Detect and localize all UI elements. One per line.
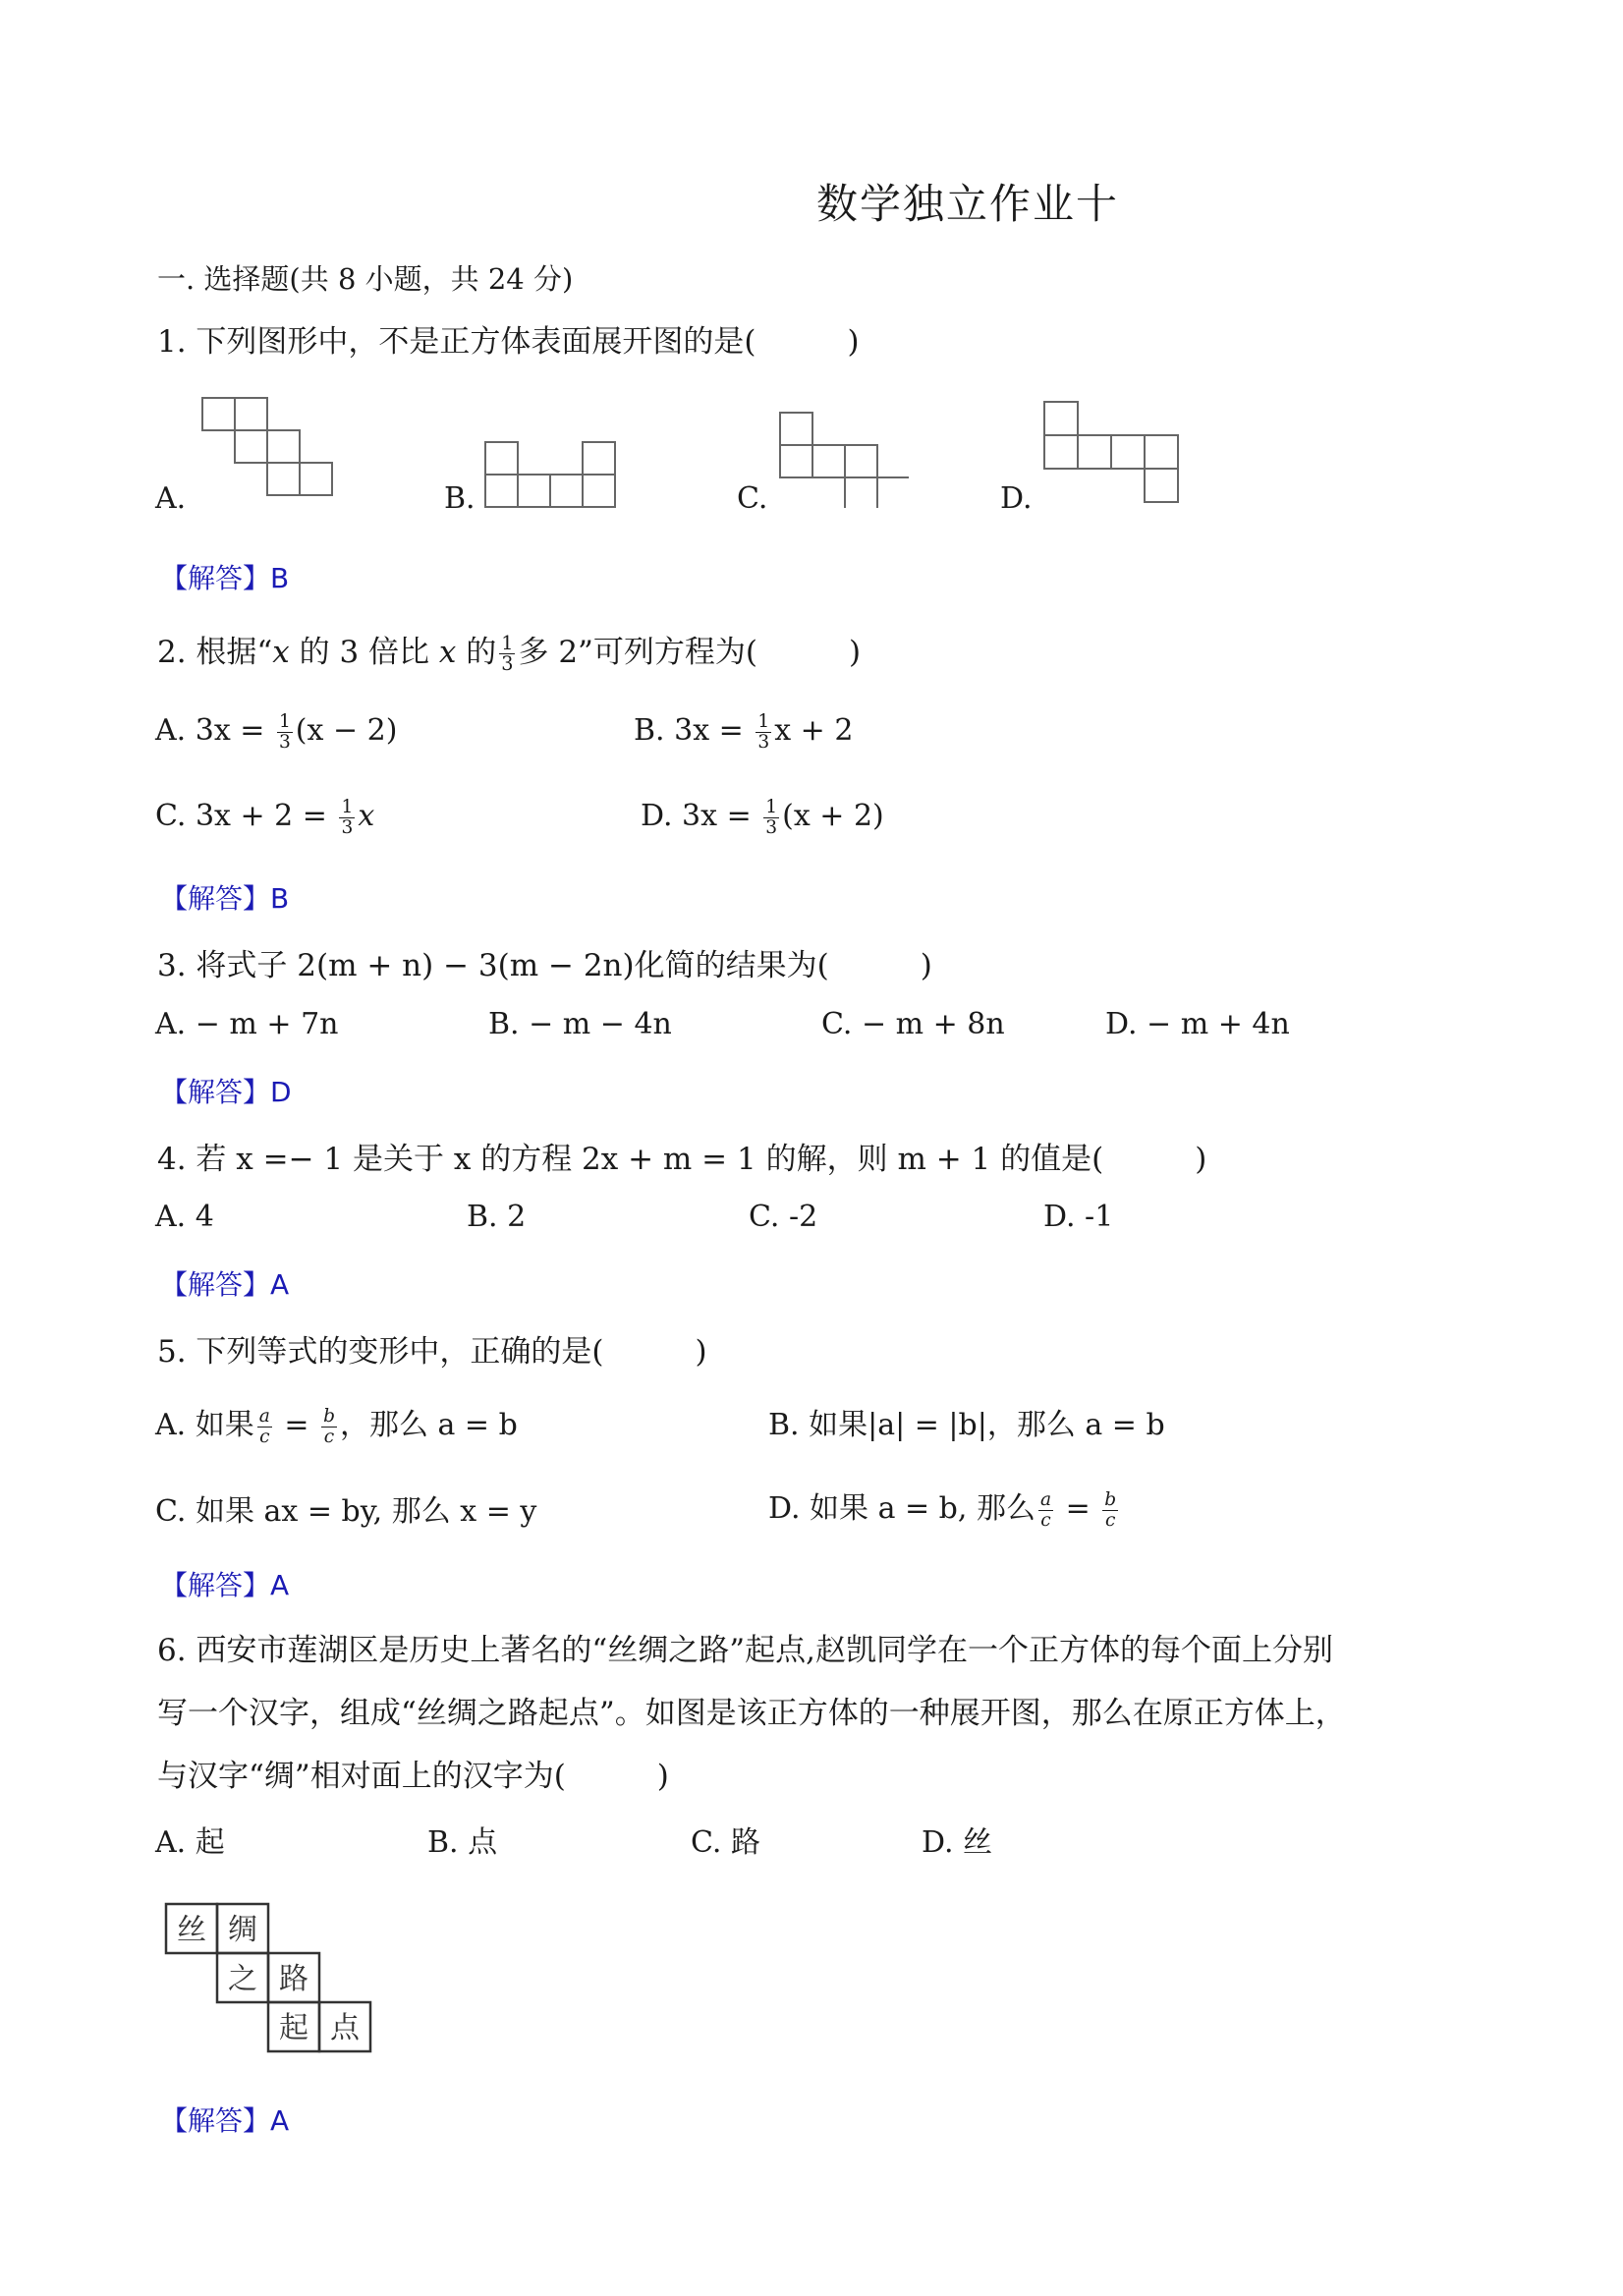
- q1-option-c-label: C.: [737, 481, 768, 516]
- q5-option-c: C. 如果 ax = by, 那么 x = y: [155, 1494, 537, 1529]
- q1-option-d-label: D.: [1000, 481, 1033, 516]
- net-char-4: 路: [279, 1962, 308, 1996]
- net-char-1: 丝: [177, 1913, 206, 1947]
- q6-option-a: A. 起: [155, 1825, 225, 1860]
- q5-option-a: A. 如果 $\frac{a}{c}$ = $\frac{b}{c}$ ，那么 a = b: [155, 1405, 518, 1447]
- question-1-stem: 1. 下列图形中，不是正方体表面展开图的是( ): [157, 324, 860, 360]
- q3-option-d: D. − m + 4n: [1105, 1007, 1290, 1041]
- q1-option-c-net: [776, 410, 909, 508]
- net-char-5: 起: [279, 2011, 308, 2045]
- net-char-3: 之: [228, 1962, 257, 1996]
- q2-option-a: A. 3x = $\frac{1}{3}$ (x − 2): [155, 711, 398, 753]
- q4-option-c: C. -2: [749, 1200, 818, 1234]
- q6-option-c: C. 路: [691, 1825, 760, 1860]
- page-title: 数学独立作业十: [816, 180, 1120, 228]
- q6-answer: 【解答】A: [160, 2104, 290, 2137]
- question-2-stem: 2. 根据“x 的 3 倍比 x 的 $\frac{1}{3}$ 多 2”可列方程为( ): [157, 631, 862, 675]
- question-6-line-2: 写一个汉字，组成“丝绸之路起点”。如图是该正方体的一种展开图，那么在原正方体上，: [157, 1696, 1346, 1731]
- section-heading: 一. 选择题(共 8 小题，共 24 分): [157, 262, 574, 296]
- q6-cube-net: [163, 1901, 379, 2058]
- q4-answer: 【解答】A: [160, 1268, 290, 1301]
- q6-option-d: D. 丝: [922, 1825, 993, 1860]
- q3-answer: 【解答】D: [160, 1076, 292, 1108]
- question-3-stem: 3. 将式子 2(m + n) − 3(m − 2n)化简的结果为( ): [157, 948, 932, 983]
- q4-option-a: A. 4: [155, 1200, 214, 1234]
- q2-option-b: B. 3x = $\frac{1}{3}$ x + 2: [634, 711, 854, 753]
- question-6-line-3: 与汉字“绸”相对面上的汉字为( ): [157, 1759, 669, 1794]
- q1-option-d-net: [1039, 398, 1185, 508]
- q5-option-b: B. 如果|a| = |b|，那么 a = b: [768, 1408, 1165, 1442]
- q1-option-b-label: B.: [444, 481, 476, 516]
- question-6-line-1: 6. 西安市莲湖区是历史上著名的“丝绸之路”起点,赵凯同学在一个正方体的每个面上分别: [157, 1633, 1333, 1668]
- q3-option-c: C. − m + 8n: [821, 1007, 1005, 1041]
- q1-option-a-label: A.: [155, 481, 187, 516]
- q1-option-a-net: [196, 393, 339, 499]
- q2-option-d: D. 3x = $\frac{1}{3}$ (x + 2): [641, 797, 884, 838]
- net-char-6: 点: [330, 2011, 360, 2045]
- q1-option-b-net: [481, 437, 619, 508]
- q5-answer: 【解答】A: [160, 1569, 290, 1601]
- question-4-stem: 4. 若 x =− 1 是关于 x 的方程 2x + m = 1 的解，则 m + 1 的值是( ): [157, 1142, 1207, 1177]
- q1-answer: 【解答】B: [160, 562, 290, 594]
- q6-option-b: B. 点: [427, 1825, 498, 1860]
- q4-option-b: B. 2: [467, 1200, 527, 1234]
- q3-option-b: B. − m − 4n: [488, 1007, 672, 1041]
- net-char-2: 绸: [228, 1913, 257, 1947]
- q5-option-d: D. 如果 a = b, 那么 $\frac{a}{c}$ = $\frac{b}{c}$: [768, 1488, 1117, 1531]
- q4-option-d: D. -1: [1043, 1200, 1114, 1234]
- q3-option-a: A. − m + 7n: [155, 1007, 339, 1041]
- q2-option-c: C. 3x + 2 = $\frac{1}{3}$ x: [155, 797, 375, 838]
- question-5-stem: 5. 下列等式的变形中，正确的是( ): [157, 1334, 707, 1370]
- q2-answer: 【解答】B: [160, 882, 290, 915]
